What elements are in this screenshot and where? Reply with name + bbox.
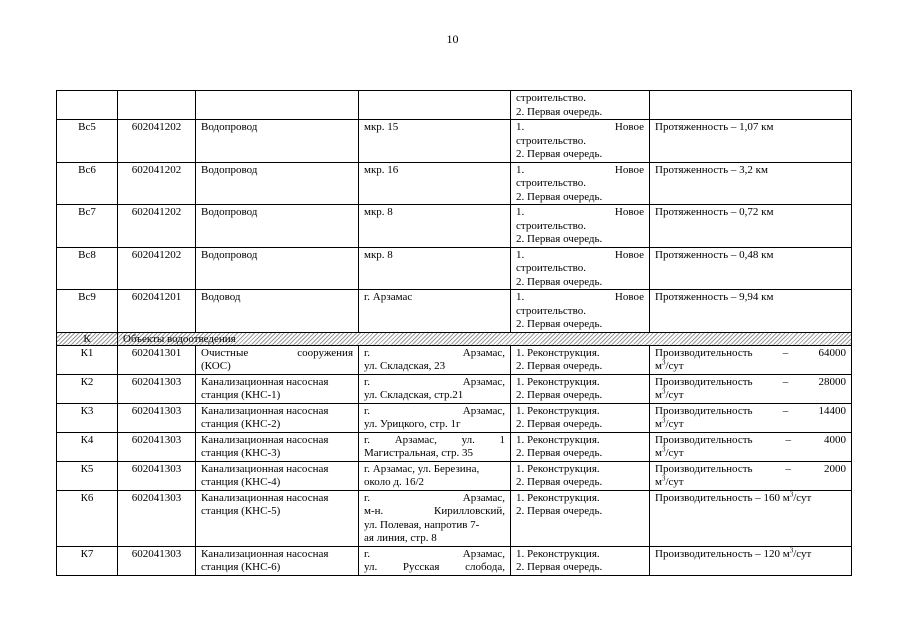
location-word: ул. (461, 433, 475, 446)
spec-line (655, 376, 846, 390)
location-word: Арзамас, (462, 346, 505, 359)
status-num: 1. (516, 291, 525, 303)
cell-spec (650, 461, 852, 490)
spec-line (655, 489, 846, 506)
spec-unit (655, 389, 846, 403)
table-row (57, 490, 852, 546)
status-line: 1. Реконструкция. (516, 404, 600, 417)
name-line: Канализационная насосная (201, 433, 329, 446)
spec-unit (655, 360, 846, 374)
status-line: 2. Первая очередь. (516, 275, 603, 288)
cell-location: мкр. 16 (359, 162, 511, 205)
status-num: 1. (516, 206, 525, 218)
location-word: ул. (364, 561, 378, 573)
spec-text: Производительность – 120 м (655, 547, 790, 560)
spec-dash: – (782, 346, 789, 359)
status-line: строительство. (516, 304, 586, 317)
status-word: Новое (614, 248, 644, 261)
cell-name (196, 403, 359, 432)
spec-line (655, 463, 846, 477)
cell-location: мкр. 15 (359, 120, 511, 163)
spec-value: 28000 (818, 375, 846, 388)
spec-value: 2000 (824, 462, 846, 475)
status-line: 2. Первая очередь. (516, 360, 603, 372)
location-word: м-н. (364, 505, 384, 517)
cell-code (57, 91, 118, 120)
unit-per: /сут (665, 389, 684, 401)
location-line: г. Арзамас, ул. Березина, (364, 462, 480, 475)
cell-code: К2 (57, 374, 118, 403)
spec-dash: – (782, 375, 789, 388)
cell-name: Водовод (196, 290, 359, 333)
spec-line (655, 405, 846, 419)
location-line (364, 434, 505, 448)
status-num: 1. (516, 121, 525, 133)
unit-base: м (655, 476, 662, 488)
spec-label: Производительность (655, 346, 753, 359)
name-line: Канализационная насосная (201, 462, 329, 475)
unit-per: /сут (793, 547, 812, 560)
unit-per: /сут (793, 491, 812, 504)
status-word: Новое (614, 121, 644, 133)
status-line (516, 249, 644, 263)
location-line (364, 347, 505, 361)
cell-status (511, 205, 650, 248)
spec-value: 64000 (818, 346, 846, 359)
cell-id: 602041303 (118, 374, 196, 403)
unit-power: 3 (661, 387, 666, 396)
status-line: 2. Первая очередь. (516, 476, 603, 488)
cell-status (511, 120, 650, 163)
cell-name (196, 345, 359, 374)
location-word: г. (364, 375, 371, 388)
location-word: Арзамас, (462, 547, 505, 560)
cell-status (511, 162, 650, 205)
unit-base: м (655, 447, 662, 459)
status-line: строительство. (516, 262, 586, 274)
status-line: строительство. (516, 92, 586, 104)
cell-id: 602041303 (118, 403, 196, 432)
cell-code: К1 (57, 345, 118, 374)
table-row (57, 162, 852, 205)
status-num: 1. (516, 163, 525, 176)
name-line: станция (КНС-6) (201, 561, 281, 573)
cell-spec (650, 546, 852, 575)
cell-status (511, 546, 650, 575)
cell-id: 602041202 (118, 205, 196, 248)
cell-spec (650, 432, 852, 461)
cell-status (511, 432, 650, 461)
location-line (364, 405, 505, 419)
cell-id: 602041301 (118, 345, 196, 374)
name-line: Канализационная насосная (201, 375, 329, 388)
status-word: Новое (614, 291, 644, 303)
status-word: Новое (614, 163, 644, 176)
status-line (516, 206, 644, 220)
name-line: Канализационная насосная (201, 491, 329, 504)
table-row (57, 374, 852, 403)
cell-status (511, 490, 650, 546)
name-line: станция (КНС-1) (201, 389, 281, 401)
spec-label: Производительность (655, 375, 753, 388)
location-line (364, 505, 505, 519)
section-header-row (57, 332, 852, 345)
cell-location (359, 374, 511, 403)
cell-spec (650, 490, 852, 546)
cell-name: Водопровод (196, 120, 359, 163)
table-row (57, 345, 852, 374)
table-row (57, 205, 852, 248)
unit-power: 3 (789, 545, 794, 554)
cell-code: К4 (57, 432, 118, 461)
spec-line (655, 434, 846, 448)
status-line (516, 164, 644, 178)
cell-status (511, 461, 650, 490)
location-line: ая линия, стр. 8 (364, 532, 437, 544)
cell-name (196, 461, 359, 490)
status-word: Новое (614, 206, 644, 218)
location-line (364, 492, 505, 506)
cell-spec (650, 345, 852, 374)
cell-name (196, 91, 359, 120)
cell-status (511, 374, 650, 403)
unit-base: м (655, 418, 662, 430)
spec-value: 14400 (818, 404, 846, 417)
status-line (516, 291, 644, 305)
spec-unit (655, 418, 846, 432)
location-word: Русская (402, 561, 440, 573)
table-row (57, 247, 852, 290)
cell-code: Вс5 (57, 120, 118, 163)
name-line: Канализационная насосная (201, 547, 329, 560)
cell-location (359, 461, 511, 490)
cell-name (196, 546, 359, 575)
name-line: станция (КНС-4) (201, 476, 281, 488)
cell-name (196, 432, 359, 461)
status-line: 2. Первая очередь. (516, 561, 603, 573)
location-line: ул. Складская, 23 (364, 360, 446, 372)
unit-base: м (655, 360, 662, 372)
unit-per: /сут (665, 360, 684, 372)
cell-name (196, 374, 359, 403)
cell-spec: Протяженность – 0,72 км (650, 205, 852, 248)
location-line: ул. Полевая, напротив 7- (364, 518, 480, 531)
cell-id: 602041202 (118, 120, 196, 163)
location-word: г. (364, 404, 371, 417)
location-line (364, 548, 505, 562)
cell-code: Вс9 (57, 290, 118, 333)
unit-power: 3 (661, 445, 666, 454)
table-row (57, 432, 852, 461)
location-word: Арзамас, (394, 433, 437, 446)
cell-spec (650, 374, 852, 403)
status-line: 2. Первая очередь. (516, 148, 603, 160)
cell-id: 602041303 (118, 490, 196, 546)
status-line: 2. Первая очередь. (516, 233, 603, 245)
cell-spec: Протяженность – 0,48 км (650, 247, 852, 290)
unit-base: м (655, 389, 662, 401)
spec-dash: – (782, 404, 789, 417)
cell-location (359, 546, 511, 575)
unit-per: /сут (665, 447, 684, 459)
status-line: 2. Первая очередь. (516, 505, 603, 517)
name-line: станция (КНС-2) (201, 418, 281, 430)
table-row (57, 461, 852, 490)
location-line: Магистральная, стр. 35 (364, 447, 474, 459)
unit-power: 3 (661, 358, 666, 367)
cell-code: К7 (57, 546, 118, 575)
cell-name: Водопровод (196, 205, 359, 248)
status-line: строительство. (516, 134, 586, 147)
status-line: строительство. (516, 219, 586, 232)
cell-location (359, 345, 511, 374)
name-word: Очистные (201, 346, 249, 359)
spec-label: Производительность (655, 433, 753, 446)
location-line (364, 561, 505, 575)
cell-location: г. Арзамас (359, 290, 511, 333)
cell-location (359, 490, 511, 546)
status-line: 2. Первая очередь. (516, 318, 603, 330)
unit-power: 3 (661, 416, 666, 425)
cell-name: Водопровод (196, 162, 359, 205)
cell-name (196, 490, 359, 546)
objects-table (56, 90, 852, 576)
status-line: 2. Первая очередь. (516, 447, 603, 459)
spec-dash: – (785, 433, 792, 446)
status-line: 1. Реконструкция. (516, 346, 600, 359)
cell-location (359, 403, 511, 432)
status-line: 1. Реконструкция. (516, 547, 600, 560)
cell-id: 602041303 (118, 546, 196, 575)
location-word: г. (364, 491, 371, 504)
location-line: ул. Урицкого, стр. 1г (364, 418, 461, 430)
cell-spec: Протяженность – 1,07 км (650, 120, 852, 163)
location-line (364, 376, 505, 390)
cell-spec: Протяженность – 9,94 км (650, 290, 852, 333)
cell-location: мкр. 8 (359, 247, 511, 290)
table-row (57, 290, 852, 333)
cell-spec (650, 91, 852, 120)
cell-location (359, 432, 511, 461)
status-line: 1. Реконструкция. (516, 462, 600, 475)
cell-id: 602041303 (118, 461, 196, 490)
cell-location (359, 91, 511, 120)
name-line: Канализационная насосная (201, 404, 329, 417)
cell-code: К5 (57, 461, 118, 490)
cell-id: 602041202 (118, 162, 196, 205)
cell-id: 602041202 (118, 247, 196, 290)
status-line: 2. Первая очередь. (516, 105, 603, 118)
cell-status (511, 91, 650, 120)
table-row (57, 403, 852, 432)
spec-label: Производительность (655, 404, 753, 417)
cell-name: Водопровод (196, 247, 359, 290)
cell-status (511, 345, 650, 374)
spec-value: 4000 (824, 433, 846, 446)
cell-code: Вс6 (57, 162, 118, 205)
unit-power: 3 (661, 474, 666, 483)
location-word: г. (364, 547, 371, 560)
page-number: 10 (446, 32, 459, 46)
cell-spec: Протяженность – 3,2 км (650, 162, 852, 205)
name-line: станция (КНС-3) (201, 447, 281, 459)
spec-line (655, 545, 846, 562)
unit-per: /сут (665, 476, 684, 488)
cell-status (511, 247, 650, 290)
spec-label: Производительность (655, 462, 753, 475)
cell-id: 602041303 (118, 432, 196, 461)
spec-line (655, 347, 846, 361)
status-line: строительство. (516, 177, 586, 189)
status-line: 1. Реконструкция. (516, 491, 600, 504)
cell-status (511, 290, 650, 333)
location-line: ул. Складская, стр.21 (364, 389, 464, 401)
status-line: 1. Реконструкция. (516, 375, 600, 388)
spec-dash: – (785, 462, 792, 475)
location-word: Арзамас, (462, 404, 505, 417)
location-line: около д. 16/2 (364, 476, 425, 488)
cell-code: К3 (57, 403, 118, 432)
section-title: Объекты водоотведения (118, 332, 852, 345)
cell-location: мкр. 8 (359, 205, 511, 248)
location-word: 1 (499, 433, 505, 446)
location-word: г. (364, 433, 371, 446)
cell-status (511, 403, 650, 432)
cell-code: К6 (57, 490, 118, 546)
location-word: Арзамас, (462, 375, 505, 388)
cell-code: Вс8 (57, 247, 118, 290)
status-line: 2. Первая очередь. (516, 389, 603, 401)
name-line (201, 347, 353, 361)
unit-power: 3 (789, 489, 794, 498)
cell-id: 602041201 (118, 290, 196, 333)
status-line: 2. Первая очередь. (516, 418, 603, 430)
unit-per: /сут (665, 418, 684, 430)
table-row (57, 546, 852, 575)
location-word: слобода, (465, 561, 505, 573)
cell-id (118, 91, 196, 120)
cell-code: Вс7 (57, 205, 118, 248)
location-word: Арзамас, (462, 491, 505, 504)
status-line: 2. Первая очередь. (516, 190, 603, 203)
name-line: станция (КНС-5) (201, 505, 281, 517)
name-word: сооружения (297, 346, 353, 359)
spec-unit (655, 447, 846, 461)
location-word: г. (364, 346, 371, 359)
spec-unit (655, 476, 846, 490)
section-code: К (57, 332, 118, 345)
table-row (57, 120, 852, 163)
spec-text: Производительность – 160 м (655, 491, 790, 504)
location-word: Кирилловский, (434, 505, 505, 517)
status-line: 1. Реконструкция. (516, 433, 600, 446)
name-line: (КОС) (201, 360, 231, 372)
status-line (516, 121, 644, 135)
status-num: 1. (516, 248, 525, 261)
cell-spec (650, 403, 852, 432)
table-row-continued (57, 91, 852, 120)
